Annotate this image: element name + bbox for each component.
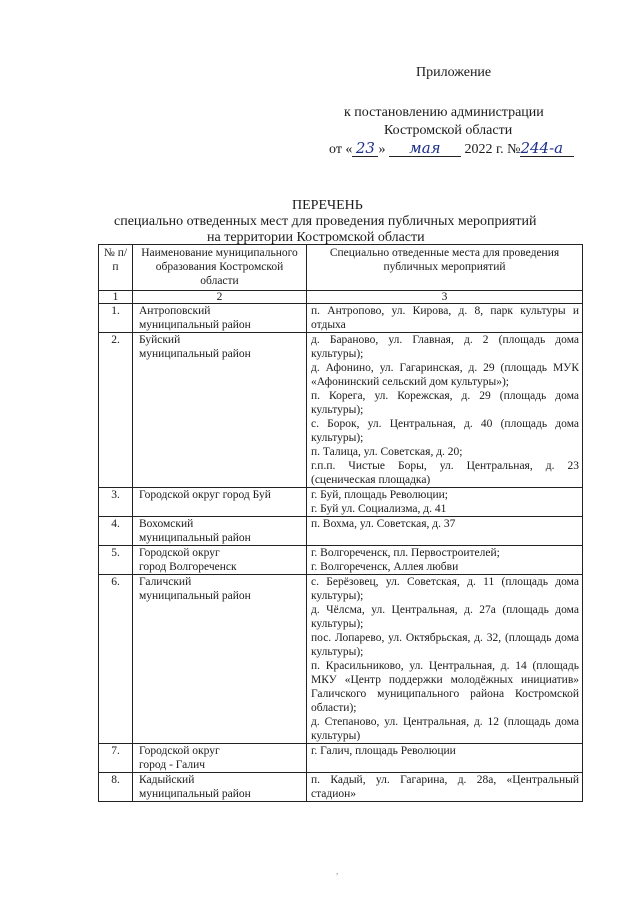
place-entry: п. Вохма, ул. Советская, д. 37 <box>311 518 456 530</box>
table-row <box>99 546 583 575</box>
municipality-name: Городской округ город Буй <box>133 488 307 517</box>
place-entry: г. Буй ул. Социализма, д. 41 <box>311 503 447 515</box>
municipality-name: Буйский муниципальный район <box>133 333 307 488</box>
place-entry: г. Волгореченск, Аллея любви <box>311 561 459 573</box>
place-entry: пос. Лопарево, ул. Октябрьская, д. 32, (площадь дома культуры); <box>311 632 579 658</box>
date-line <box>329 140 574 159</box>
municipality-name: Вохомский муниципальный район <box>133 517 307 546</box>
document-subtitle-line2: на территории Костромской области <box>207 230 425 245</box>
table-index-row <box>99 291 583 304</box>
index-cell: 3 <box>307 291 583 304</box>
date-year: 2022 г. № <box>464 142 521 157</box>
place-entry: с. Борок, ул. Центральная, д. 40 (площадь дома культуры); <box>311 418 579 444</box>
date-day-close: » <box>378 142 386 157</box>
place-entry: г. Волгореченск, пл. Первостроителей; <box>311 547 500 559</box>
places-cell <box>307 488 583 517</box>
place-entry: г. Галич, площадь Революции <box>311 745 456 757</box>
handwritten-number: 244-а <box>520 140 574 157</box>
table-row <box>99 304 583 333</box>
handwritten-month: мая <box>389 140 461 157</box>
row-number: 1. <box>99 304 133 333</box>
table-row <box>99 488 583 517</box>
place-entry: п. Корега, ул. Корежская, д. 29 (площадь дома культуры); <box>311 390 579 416</box>
places-cell <box>307 575 583 744</box>
place-entry: с. Берёзовец, ул. Советская, д. 11 (площадь дома культуры); <box>311 576 579 602</box>
row-number: 4. <box>99 517 133 546</box>
document-subtitle-line1: специально отведенных мест для проведения публичных мероприятий <box>114 214 537 229</box>
header-number: № п/п <box>99 245 133 291</box>
place-entry: п. Кадый, ул. Гагарина, д. 28а, «Центральный стадион» <box>311 774 579 800</box>
table-row <box>99 773 583 802</box>
place-entry: д. Степаново, ул. Центральная, д. 12 (площадь дома культуры) <box>311 716 579 742</box>
row-number: 3. <box>99 488 133 517</box>
table-row <box>99 517 583 546</box>
row-number: 8. <box>99 773 133 802</box>
document-title: ПЕРЕЧЕНЬ <box>292 198 363 213</box>
place-entry: г. Буй, площадь Революции; <box>311 489 449 501</box>
index-cell: 2 <box>133 291 307 304</box>
place-entry: п. Красильниково, ул. Центральная, д. 14 (площадь МКУ «Центр поддержки молодёжных инициатив» Галичского муниципального района Костромской области); <box>311 660 579 714</box>
places-cell <box>307 744 583 773</box>
place-entry: п. Антропово, ул. Кирова, д. 8, парк культуры и отдыха <box>311 305 579 331</box>
appendix-label: Приложение <box>416 65 492 80</box>
place-entry: д. Бараново, ул. Главная, д. 2 (площадь дома культуры); <box>311 334 579 360</box>
handwritten-day: 23 <box>352 140 378 157</box>
place-entry: п. Талица, ул. Советская, д. 20; <box>311 446 463 458</box>
places-cell <box>307 517 583 546</box>
places-cell <box>307 333 583 488</box>
page-mark: , <box>336 866 339 876</box>
row-number: 2. <box>99 333 133 488</box>
date-prefix: от « <box>329 142 353 157</box>
places-cell <box>307 546 583 575</box>
row-number: 5. <box>99 546 133 575</box>
places-table <box>98 244 583 802</box>
places-cell <box>307 773 583 802</box>
table-row <box>99 744 583 773</box>
row-number: 7. <box>99 744 133 773</box>
index-cell: 1 <box>99 291 133 304</box>
place-entry: д. Афонино, ул. Гагаринская, д. 29 (площадь МУК «Афонинский сельский дом культуры»); <box>311 362 579 388</box>
resolution-line: к постановлению администрации <box>344 105 544 120</box>
table-row <box>99 333 583 488</box>
header-places: Специально отведенные места для проведения публичных мероприятий <box>307 245 583 291</box>
table-row <box>99 575 583 744</box>
place-entry: д. Чёлсма, ул. Центральная, д. 27а (площадь дома культуры); <box>311 604 579 630</box>
municipality-name: Городской округ город - Галич <box>133 744 307 773</box>
municipality-name: Антроповский муниципальный район <box>133 304 307 333</box>
row-number: 6. <box>99 575 133 744</box>
region-line: Костромской области <box>384 123 513 138</box>
municipality-name: Кадыйский муниципальный район <box>133 773 307 802</box>
place-entry: г.п.п. Чистые Боры, ул. Центральная, д. 23 (сценическая площадка) <box>311 460 579 486</box>
municipality-name: Галичский муниципальный район <box>133 575 307 744</box>
places-cell <box>307 304 583 333</box>
municipality-name: Городской округ город Волгореченск <box>133 546 307 575</box>
table-header-row <box>99 245 583 291</box>
header-municipality: Наименование муниципального образования Костромской области <box>133 245 307 291</box>
